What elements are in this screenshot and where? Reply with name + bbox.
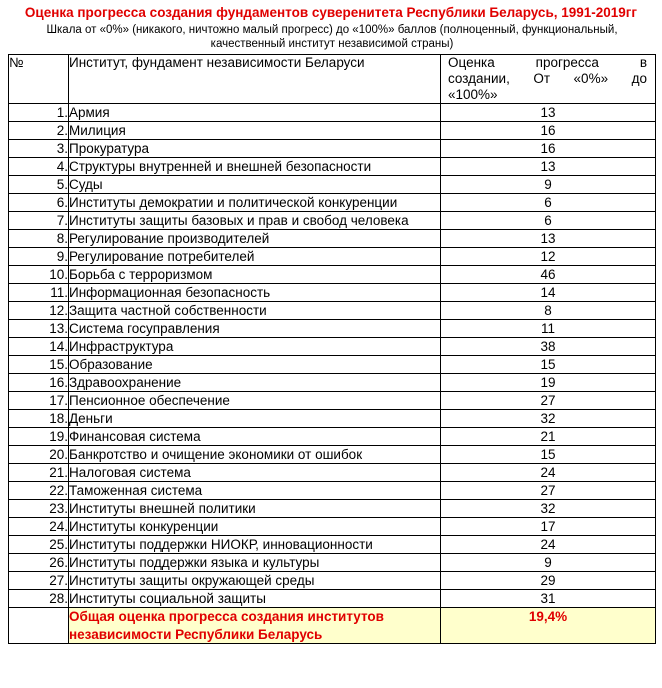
row-score: 6	[441, 212, 656, 230]
row-num: 3.	[9, 140, 69, 158]
header-score	[441, 55, 656, 104]
row-institution: Таможенная система	[69, 482, 441, 500]
row-score: 38	[441, 338, 656, 356]
row-num: 26.	[9, 554, 69, 572]
row-num: 2.	[9, 122, 69, 140]
row-num: 11.	[9, 284, 69, 302]
row-institution: Институты конкуренции	[69, 518, 441, 536]
table-row	[9, 284, 656, 302]
row-institution: Институты защиты окружающей среды	[69, 572, 441, 590]
row-score: 19	[441, 374, 656, 392]
progress-table	[8, 54, 656, 644]
row-score: 17	[441, 518, 656, 536]
table-row	[9, 176, 656, 194]
row-institution: Здравоохранение	[69, 374, 441, 392]
row-score: 11	[441, 320, 656, 338]
row-institution: Институты социальной защиты	[69, 590, 441, 608]
row-num: 21.	[9, 464, 69, 482]
row-institution: Институты защиты базовых и прав и свобод человека	[69, 212, 441, 230]
row-score: 15	[441, 356, 656, 374]
row-score: 9	[441, 554, 656, 572]
row-score: 27	[441, 392, 656, 410]
row-score: 31	[441, 590, 656, 608]
row-institution: Милиция	[69, 122, 441, 140]
row-num: 7.	[9, 212, 69, 230]
row-num: 28.	[9, 590, 69, 608]
summary-row	[9, 608, 656, 644]
header-score-line: «100%»	[448, 87, 498, 102]
page-title: Оценка прогресса создания фундаментов суверенитета Республики Беларусь, 1991-2019гг	[24, 5, 638, 20]
table-row	[9, 518, 656, 536]
row-score: 6	[441, 194, 656, 212]
table-row	[9, 320, 656, 338]
row-score: 14	[441, 284, 656, 302]
summary-label: Общая оценка прогресса создания институтов независимости Республики Беларусь	[69, 608, 441, 644]
summary-num-cell	[9, 608, 69, 644]
table-row	[9, 212, 656, 230]
row-num: 8.	[9, 230, 69, 248]
row-score: 27	[441, 482, 656, 500]
row-score: 16	[441, 122, 656, 140]
row-num: 4.	[9, 158, 69, 176]
row-institution: Институты внешней политики	[69, 500, 441, 518]
table-row	[9, 374, 656, 392]
header-institution: Институт, фундамент независимости Беларуси	[69, 55, 441, 104]
row-institution: Структуры внутренней и внешней безопасности	[69, 158, 441, 176]
row-score: 8	[441, 302, 656, 320]
row-score: 32	[441, 410, 656, 428]
row-num: 1.	[9, 104, 69, 122]
row-score: 9	[441, 176, 656, 194]
table-row	[9, 500, 656, 518]
row-num: 27.	[9, 572, 69, 590]
row-institution: Информационная безопасность	[69, 284, 441, 302]
row-institution: Образование	[69, 356, 441, 374]
row-num: 9.	[9, 248, 69, 266]
table-row	[9, 230, 656, 248]
row-institution: Институты поддержки НИОКР, инновационности	[69, 536, 441, 554]
table-row	[9, 140, 656, 158]
row-institution: Защита частной собственности	[69, 302, 441, 320]
row-institution: Прокуратура	[69, 140, 441, 158]
table-row	[9, 356, 656, 374]
row-institution: Финансовая система	[69, 428, 441, 446]
row-institution: Система госуправления	[69, 320, 441, 338]
row-institution: Регулирование производителей	[69, 230, 441, 248]
table-row	[9, 554, 656, 572]
row-score: 32	[441, 500, 656, 518]
table-row	[9, 392, 656, 410]
row-score: 21	[441, 428, 656, 446]
row-num: 15.	[9, 356, 69, 374]
header-num: №	[9, 55, 69, 104]
row-num: 12.	[9, 302, 69, 320]
table-row	[9, 158, 656, 176]
row-institution: Институты поддержки языка и культуры	[69, 554, 441, 572]
row-institution: Суды	[69, 176, 441, 194]
row-institution: Институты демократии и политической конкуренции	[69, 194, 441, 212]
table-row	[9, 302, 656, 320]
header-score-line: Оценка прогресса в	[448, 55, 647, 70]
row-num: 20.	[9, 446, 69, 464]
row-institution: Налоговая система	[69, 464, 441, 482]
row-num: 17.	[9, 392, 69, 410]
row-institution: Деньги	[69, 410, 441, 428]
row-num: 5.	[9, 176, 69, 194]
summary-value: 19,4%	[441, 608, 656, 644]
table-row	[9, 248, 656, 266]
table-row	[9, 194, 656, 212]
table-header-row	[9, 55, 656, 104]
table-row	[9, 338, 656, 356]
table-row	[9, 428, 656, 446]
row-num: 6.	[9, 194, 69, 212]
row-institution: Армия	[69, 104, 441, 122]
row-score: 24	[441, 464, 656, 482]
table-row	[9, 410, 656, 428]
header-score-line: создании, От «0%» до	[448, 71, 647, 86]
table-row	[9, 122, 656, 140]
table-row	[9, 590, 656, 608]
row-score: 13	[441, 230, 656, 248]
row-num: 10.	[9, 266, 69, 284]
row-institution: Банкротство и очищение экономики от ошибок	[69, 446, 441, 464]
row-score: 13	[441, 104, 656, 122]
row-score: 13	[441, 158, 656, 176]
page-subtitle: Шкала от «0%» (никакого, ничтожно малый прогресс) до «100%» баллов (полноценный, функциональный, качественный институт независимой страны)	[46, 24, 618, 50]
table-row	[9, 464, 656, 482]
row-num: 14.	[9, 338, 69, 356]
row-institution: Регулирование потребителей	[69, 248, 441, 266]
row-score: 12	[441, 248, 656, 266]
row-institution: Борьба с терроризмом	[69, 266, 441, 284]
row-num: 24.	[9, 518, 69, 536]
row-institution: Инфраструктура	[69, 338, 441, 356]
row-num: 23.	[9, 500, 69, 518]
row-num: 18.	[9, 410, 69, 428]
table-body	[9, 104, 656, 608]
row-score: 24	[441, 536, 656, 554]
row-score: 29	[441, 572, 656, 590]
row-score: 46	[441, 266, 656, 284]
table-summary-body	[9, 608, 656, 644]
row-num: 19.	[9, 428, 69, 446]
row-score: 15	[441, 446, 656, 464]
row-score: 16	[441, 140, 656, 158]
table-row	[9, 536, 656, 554]
row-num: 16.	[9, 374, 69, 392]
row-num: 22.	[9, 482, 69, 500]
row-num: 25.	[9, 536, 69, 554]
table-row	[9, 104, 656, 122]
table-row	[9, 482, 656, 500]
table-row	[9, 446, 656, 464]
table-row	[9, 572, 656, 590]
row-institution: Пенсионное обеспечение	[69, 392, 441, 410]
row-num: 13.	[9, 320, 69, 338]
table-row	[9, 266, 656, 284]
